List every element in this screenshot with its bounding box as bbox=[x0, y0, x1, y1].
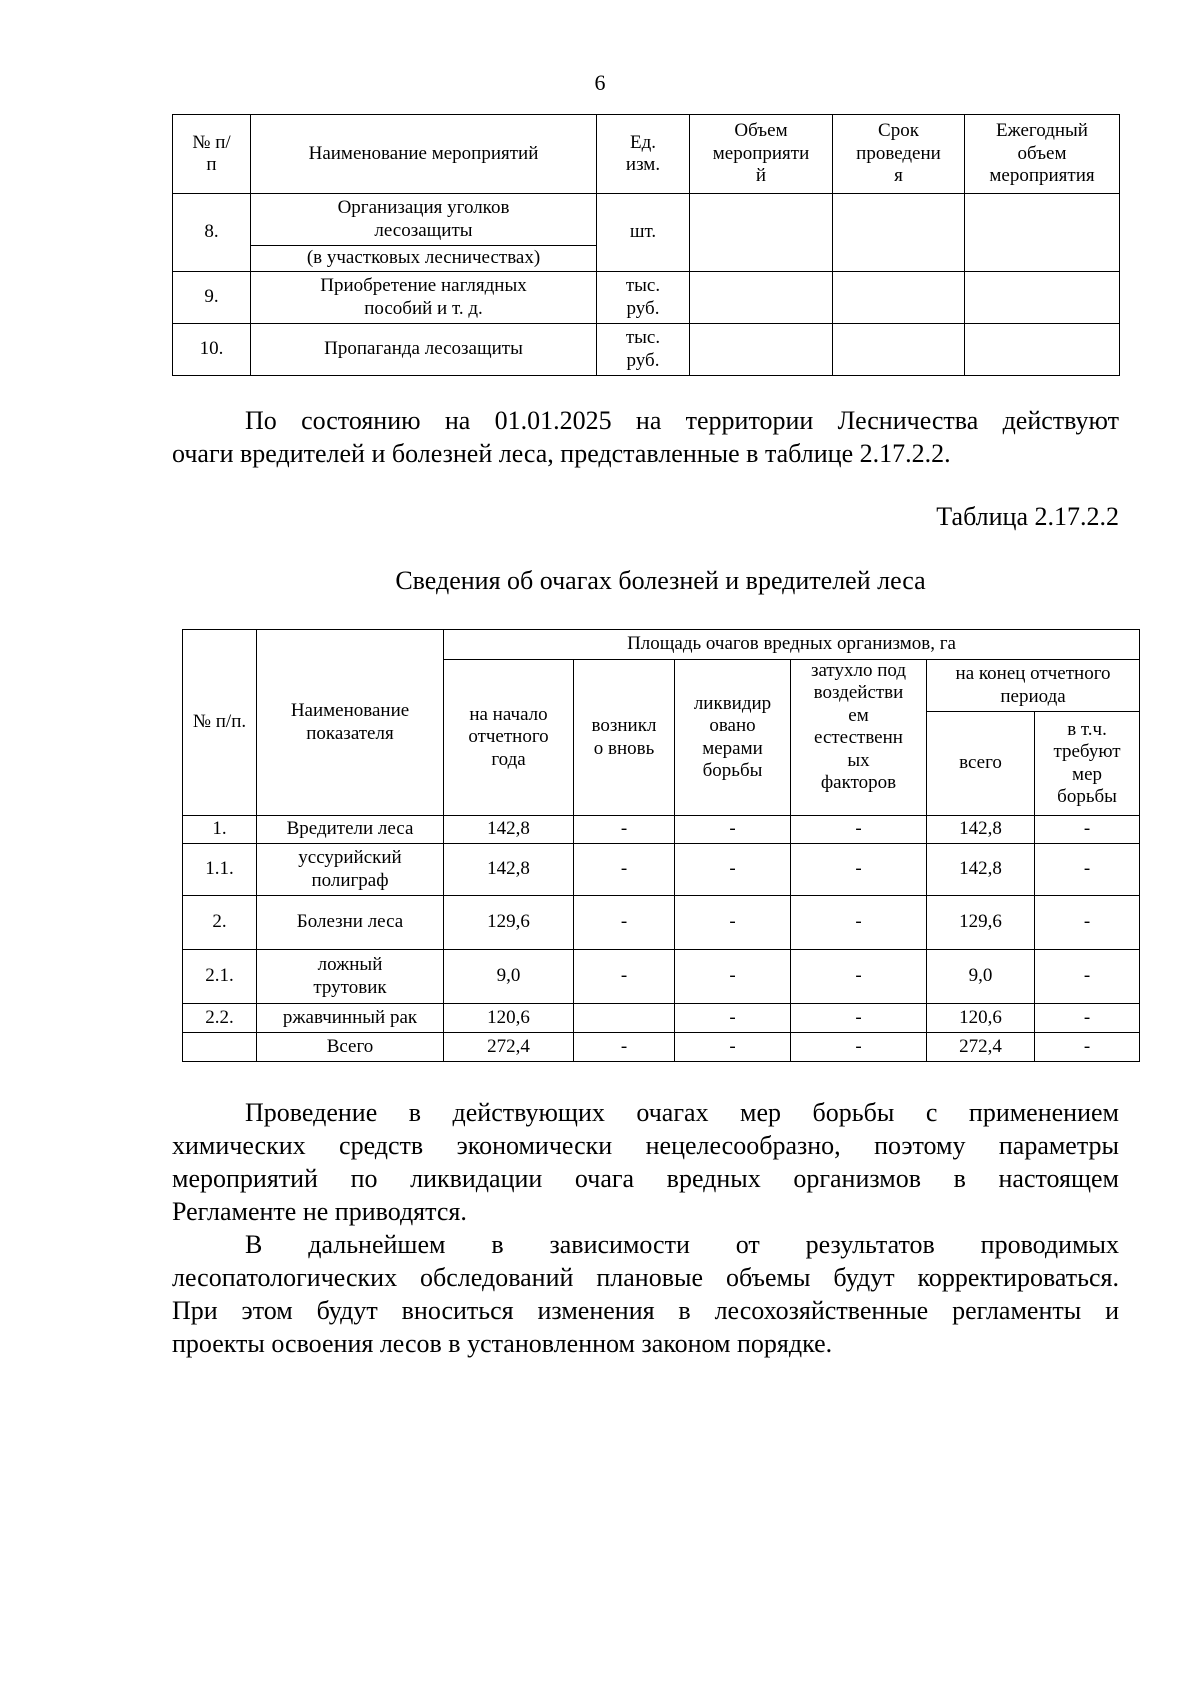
t2-cell-new: - bbox=[574, 816, 675, 844]
t2-cell-num: 2.1. bbox=[183, 950, 257, 1004]
t2-header-area-group: Площадь очагов вредных организмов, га bbox=[444, 630, 1140, 660]
table-row bbox=[173, 324, 1120, 376]
table2-caption: Сведения об очагах болезней и вредителей леса bbox=[395, 566, 926, 595]
t2-cell-nat: - bbox=[791, 896, 927, 950]
paragraph-line: В дальнейшем в зависимости от результатов проводимых bbox=[245, 1230, 1119, 1259]
t2-header-natural: затухло под воздействи ем естественн ых факторов bbox=[791, 660, 927, 816]
t2-header-liquidated: ликвидир овано мерами борьбы bbox=[675, 660, 791, 816]
t1-row9-num: 9. bbox=[173, 272, 251, 324]
paragraph-chemical bbox=[172, 1096, 1119, 1228]
t2-cell-total: 129,6 bbox=[927, 896, 1035, 950]
t2-cell-name: ржавчинный рак bbox=[257, 1004, 444, 1033]
t1-row9-annual bbox=[965, 272, 1120, 324]
t2-cell-new: - bbox=[574, 950, 675, 1004]
paragraph-status bbox=[172, 404, 1119, 470]
table-row-total bbox=[183, 1033, 1140, 1062]
t1-header-unit: Ед. изм. bbox=[597, 115, 690, 194]
t2-cell-req: - bbox=[1035, 816, 1140, 844]
paragraph-line: проекты освоения лесов в установленном законом порядке. bbox=[172, 1329, 833, 1358]
t1-header-annual: Ежегодный объем мероприятия bbox=[965, 115, 1120, 194]
t2-cell-total: 9,0 bbox=[927, 950, 1035, 1004]
t1-row10-annual bbox=[965, 324, 1120, 376]
t1-row10-term bbox=[833, 324, 965, 376]
t1-row10-unit: тыс. руб. bbox=[597, 324, 690, 376]
t2-cell-new: - bbox=[574, 844, 675, 896]
t1-header-name: Наименование мероприятий bbox=[251, 115, 597, 194]
t2-cell-nat: - bbox=[791, 816, 927, 844]
t1-row8-name: Организация уголков лесозащиты bbox=[251, 194, 597, 246]
table-row bbox=[183, 1004, 1140, 1033]
table-row bbox=[183, 950, 1140, 1004]
paragraph-line: Проведение в действующих очагах мер борьбы с применением bbox=[245, 1098, 1119, 1127]
t1-header-term: Срок проведени я bbox=[833, 115, 965, 194]
t2-cell-start: 272,4 bbox=[444, 1033, 574, 1062]
t1-header-volume: Объем мероприяти й bbox=[690, 115, 833, 194]
t1-row8-volume bbox=[690, 194, 833, 272]
t2-cell-start: 142,8 bbox=[444, 816, 574, 844]
t2-cell-total: 120,6 bbox=[927, 1004, 1035, 1033]
t2-cell-num: 2.2. bbox=[183, 1004, 257, 1033]
t2-cell-req: - bbox=[1035, 1033, 1140, 1062]
page-number: 6 bbox=[594, 70, 606, 95]
t2-cell-req: - bbox=[1035, 950, 1140, 1004]
paragraph-line: лесопатологических обследований плановые объемы будут корректироваться. bbox=[172, 1263, 1119, 1292]
t2-cell-total: 142,8 bbox=[927, 844, 1035, 896]
t1-row10-num: 10. bbox=[173, 324, 251, 376]
t1-row8-annual bbox=[965, 194, 1120, 272]
t1-row10-name: Пропаганда лесозащиты bbox=[251, 324, 597, 376]
t2-cell-nat: - bbox=[791, 844, 927, 896]
t2-cell-liq: - bbox=[675, 896, 791, 950]
t2-cell-nat: - bbox=[791, 1004, 927, 1033]
t1-header-num: № п/ п bbox=[173, 115, 251, 194]
table-row bbox=[183, 896, 1140, 950]
table2-label: Таблица 2.17.2.2 bbox=[936, 502, 1119, 531]
t2-header-new: возникл о вновь bbox=[574, 660, 675, 816]
t2-cell-req: - bbox=[1035, 844, 1140, 896]
paragraph-line: При этом будут вноситься изменения в лесохозяйственные регламенты и bbox=[172, 1296, 1119, 1325]
t1-row9-volume bbox=[690, 272, 833, 324]
table-row bbox=[173, 272, 1120, 324]
t2-header-start: на начало отчетного года bbox=[444, 660, 574, 816]
t2-cell-new: - bbox=[574, 1033, 675, 1062]
t2-cell-name: Всего bbox=[257, 1033, 444, 1062]
paragraph-line: химических средств экономически нецелесообразно, поэтому параметры bbox=[172, 1131, 1119, 1160]
t2-header-end-total: всего bbox=[927, 712, 1035, 816]
t2-header-row bbox=[183, 630, 1140, 660]
t2-cell-name: Болезни леса bbox=[257, 896, 444, 950]
t1-row8-name-sub: (в участковых лесничествах) bbox=[251, 246, 597, 272]
t2-cell-nat: - bbox=[791, 1033, 927, 1062]
t2-cell-num: 1.1. bbox=[183, 844, 257, 896]
t1-row9-term bbox=[833, 272, 965, 324]
t2-cell-nat: - bbox=[791, 950, 927, 1004]
t2-cell-total: 272,4 bbox=[927, 1033, 1035, 1062]
t2-header-num: № п/п. bbox=[183, 630, 257, 816]
t2-cell-num bbox=[183, 1033, 257, 1062]
t2-header-end-group: на конец отчетного периода bbox=[927, 660, 1140, 712]
t2-cell-liq: - bbox=[675, 1004, 791, 1033]
paragraph-line: По состоянию на 01.01.2025 на территории Лесничества действуют bbox=[245, 406, 1119, 435]
t2-cell-num: 2. bbox=[183, 896, 257, 950]
t1-row8-num: 8. bbox=[173, 194, 251, 272]
t2-cell-liq: - bbox=[675, 950, 791, 1004]
t2-cell-total: 142,8 bbox=[927, 816, 1035, 844]
t1-row9-unit: тыс. руб. bbox=[597, 272, 690, 324]
t1-row8-unit: шт. bbox=[597, 194, 690, 272]
table-row bbox=[173, 194, 1120, 246]
t2-cell-new: - bbox=[574, 896, 675, 950]
t2-header-end-req: в т.ч. требуют мер борьбы bbox=[1035, 712, 1140, 816]
t1-row10-volume bbox=[690, 324, 833, 376]
t2-cell-start: 9,0 bbox=[444, 950, 574, 1004]
table-row bbox=[183, 844, 1140, 896]
t2-cell-name: ложный трутовик bbox=[257, 950, 444, 1004]
activities-table bbox=[172, 114, 1120, 376]
paragraph-line: очаги вредителей и болезней леса, представленные в таблице 2.17.2.2. bbox=[172, 439, 951, 468]
t2-cell-liq: - bbox=[675, 1033, 791, 1062]
paragraph-line: Регламенте не приводятся. bbox=[172, 1197, 467, 1226]
t2-cell-liq: - bbox=[675, 844, 791, 896]
pest-foci-table bbox=[182, 629, 1140, 1062]
t2-cell-req: - bbox=[1035, 896, 1140, 950]
paragraph-future bbox=[172, 1228, 1119, 1360]
t2-cell-start: 142,8 bbox=[444, 844, 574, 896]
t2-cell-name: Вредители леса bbox=[257, 816, 444, 844]
t2-cell-req: - bbox=[1035, 1004, 1140, 1033]
t2-cell-start: 120,6 bbox=[444, 1004, 574, 1033]
t2-cell-name: уссурийский полиграф bbox=[257, 844, 444, 896]
t2-cell-num: 1. bbox=[183, 816, 257, 844]
t1-row8-term bbox=[833, 194, 965, 272]
table1-header-row bbox=[173, 115, 1120, 194]
table-row bbox=[183, 816, 1140, 844]
t2-header-name: Наименование показателя bbox=[257, 630, 444, 816]
t2-cell-start: 129,6 bbox=[444, 896, 574, 950]
t1-row9-name: Приобретение наглядных пособий и т. д. bbox=[251, 272, 597, 324]
t2-cell-liq: - bbox=[675, 816, 791, 844]
paragraph-line: мероприятий по ликвидации очага вредных организмов в настоящем bbox=[172, 1164, 1119, 1193]
t2-cell-new bbox=[574, 1004, 675, 1033]
